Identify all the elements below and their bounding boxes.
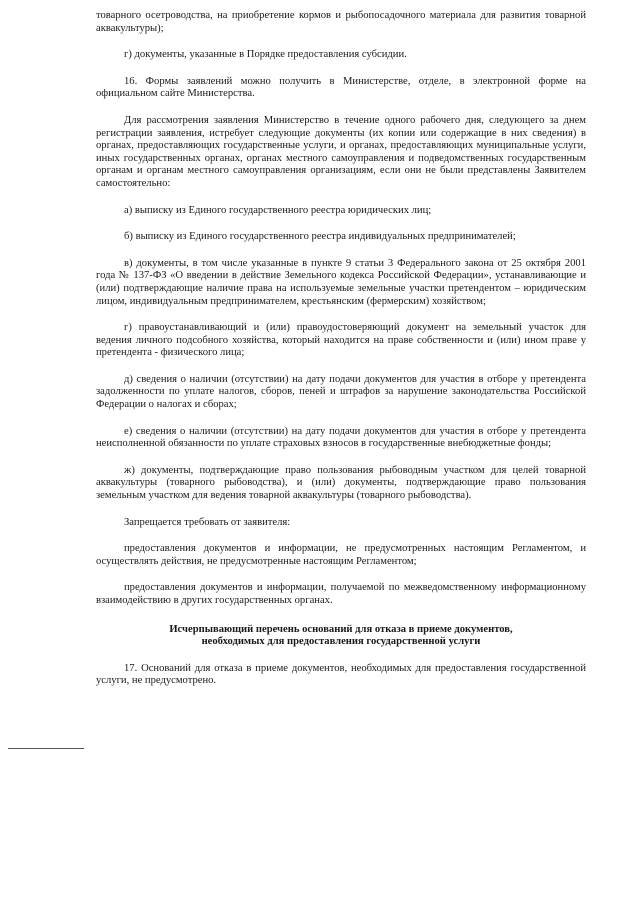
paragraph-prohibited: Запрещается требовать от заявителя: [124,516,291,528]
paragraph-item-zh: ж) документы, подтверждающие право пользования рыбоводным участком для целей товарной аквакультуры (товарного рыбоводства), и (или) документы, подтверждающие право пользования земельным участком для ведения товарной аквакультуры (товарного рыбоводства). [96,464,586,502]
paragraph-item-g: г) правоустанавливающий и (или) правоудостоверяющий документ на земельный участок для ведения личного подсобного хозяйства, который находится на праве собственности и (или) ином праве у претендента - физического лица; [96,322,586,359]
paragraph-continuation: товарного осетроводства, на приобретение кормов и рыбопосадочного материала для развития товарной аквакультуры); [96,10,586,34]
paragraph-item-a: а) выписку из Единого государственного реестра юридических лиц; [124,204,432,216]
paragraph-item-v: в) документы, в том числе указанные в пункте 9 статьи 3 Федерального закона от 25 октября 2001 года № 137-ФЗ «О введении в действие Земельного кодекса Российской Федерации», устанавливающие и (или) подтверждающие наличие права на используемые земельные участки претендентом – юридическим лицом, индивидуальным предпринимателем, крестьянским (фермерским) хозяйством; [96,257,586,307]
paragraph-item-d: д) сведения о наличии (отсутствии) на дату подачи документов для участия в отборе у претендента задолженности по уплате налогов, сборов, пеней и штрафов за нарушение законодательства Российской Федерации о налогах и сборах; [96,373,586,411]
footnote-separator [8,748,84,749]
paragraph-item-e: е) сведения о наличии (отсутствии) на дату подачи документов для участия в отборе у претендента неисполненной обязанности по уплате страховых взносов в государственные внебюджетные фонды; [96,425,586,450]
section-heading: Исчерпывающий перечень оснований для отказа в приеме документов, необходимых для предоставления государственной услуги [169,623,513,648]
paragraph-item-g-subsidy: г) документы, указанные в Порядке предоставления субсидии. [124,49,407,61]
paragraph-prohibited-2: предоставления документов и информации, получаемой по межведомственному информационному взаимодействию в других государственных органах. [96,582,586,606]
paragraph-request-documents: Для рассмотрения заявления Министерство в течение одного рабочего дня, следующего за днем регистрации заявления, истребует следующие документы (их копии или содержащие в них сведения) в органах, предоставляющих государственные услуги, и органах, предоставляющих муниципальные услуги, иных государственных органах, органах местного самоуправления и подведомственных государственным органам и органам местного самоуправления организациям, если они не были представлены Заявителем самостоятельно: [96,114,586,189]
paragraph-item-b: б) выписку из Единого государственного реестра индивидуальных предпринимателей; [124,231,516,243]
paragraph-16-forms: 16. Формы заявлений можно получить в Министерстве, отделе, в электронной форме на официальном сайте Министерства. [96,75,586,100]
paragraph-17: 17. Оснований для отказа в приеме документов, необходимых для предоставления государственной услуги, не предусмотрено. [96,662,586,687]
document-page [96,10,586,702]
paragraph-prohibited-1: предоставления документов и информации, не предусмотренных настоящим Регламентом, и осуществлять действия, не предусмотренные настоящим Регламентом; [96,543,586,567]
